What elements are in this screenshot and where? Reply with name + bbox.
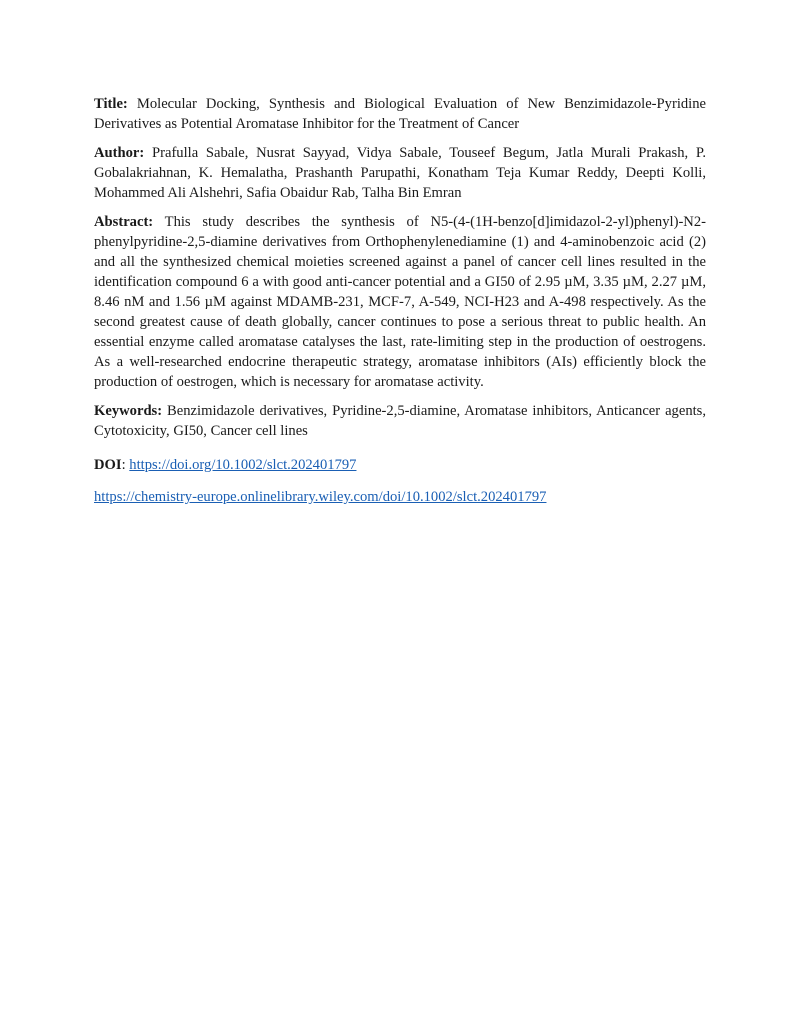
title-paragraph (94, 94, 706, 134)
title-text: Molecular Docking, Synthesis and Biological Evaluation of New Benzimidazole-Pyridine Derivatives as Potential Aromatase Inhibitor for the Treatment of Cancer (94, 96, 706, 132)
abstract-paragraph (94, 212, 706, 392)
abstract-text: This study describes the synthesis of N5-(4-(1H-benzo[d]imidazol-2-yl)phenyl)-N2-phenylpyridine-2,5-diamine derivatives from Orthophenylenediamine (1) and 4-aminobenzoic acid (2) and all the synthesized chemical moieties screened against a panel of cancer cell lines resulted in the identification compound 6 a with good anti-cancer potential and a GI50 of 2.95 µM, 3.35 µM, 2.27 µM, 8.46 nM and 1.56 µM against MDAMB-231, MCF-7, A-549, NCI-H23 and A-498 respectively. As the second greatest cause of death globally, cancer continues to pose a serious threat to public health. An essential enzyme called aromatase catalyses the last, rate-limiting step in the production of oestrogens. As a well-researched endocrine therapeutic strategy, aromatase inhibitors (AIs) efficiently block the production of oestrogen, which is necessary for aromatase activity. (94, 214, 706, 390)
author-label: Author: (94, 145, 145, 161)
title-label: Title: (94, 96, 128, 112)
keywords-text: Benzimidazole derivatives, Pyridine-2,5-diamine, Aromatase inhibitors, Anticancer agents, Cytotoxicity, GI50, Cancer cell lines (94, 403, 706, 439)
doi-label: DOI (94, 457, 122, 473)
doi-separator: : (121, 457, 126, 473)
author-paragraph (94, 143, 706, 203)
article-url-link[interactable]: https://chemistry-europe.onlinelibrary.wiley.com/doi/10.1002/slct.202401797 (94, 489, 547, 505)
url-paragraph (94, 487, 706, 507)
keywords-paragraph (94, 401, 706, 441)
document-body (94, 94, 706, 516)
doi-link[interactable]: https://doi.org/10.1002/slct.202401797 (129, 457, 357, 473)
abstract-label: Abstract: (94, 214, 154, 230)
keywords-label: Keywords: (94, 403, 163, 419)
doi-paragraph (94, 455, 706, 475)
author-text: Prafulla Sabale, Nusrat Sayyad, Vidya Sabale, Touseef Begum, Jatla Murali Prakash, P. Gobalakriahnan, K. Hemalatha, Prashanth Parupathi, Konatham Teja Kumar Reddy, Deepti Kolli, Mohammed Ali Alshehri, Safia Obaidur Rab, Talha Bin Emran (94, 145, 706, 201)
